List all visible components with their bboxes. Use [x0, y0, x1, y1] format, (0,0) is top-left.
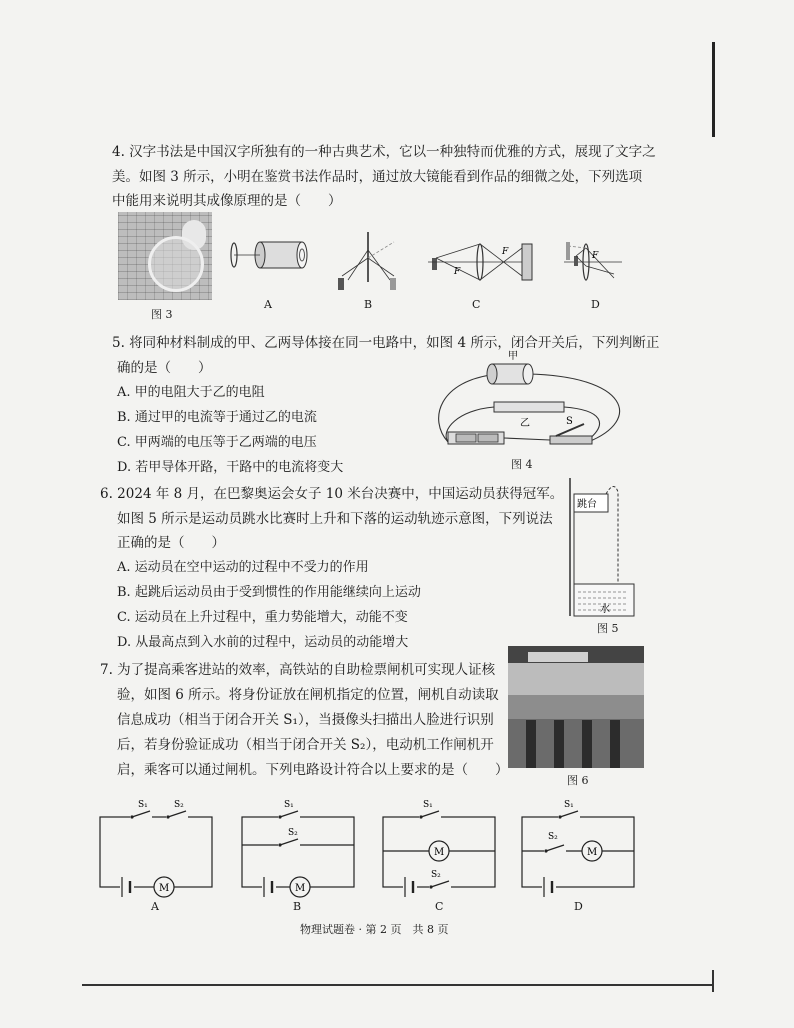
figure-5-label-platform: 跳台: [577, 499, 597, 510]
q7-c-s2-label: S₂: [431, 870, 441, 880]
q7-c-motor-label: M: [434, 847, 445, 858]
calligraphy-magnifier-photo: [118, 212, 212, 300]
q4-d-focus-label: F: [592, 251, 599, 261]
figure-4-label-switch: S: [566, 416, 573, 427]
q7-b-motor-label: M: [295, 883, 306, 894]
q6-option-c[interactable]: C. 运动员在上升过程中，重力势能增大，动能不变: [117, 610, 408, 625]
q6-option-a[interactable]: A. 运动员在空中运动的过程中不受力的作用: [117, 560, 369, 575]
q4-option-d-diagram: [564, 234, 624, 290]
figure-4-caption: 图 4: [511, 458, 533, 471]
q7-b-s1-label: S₁: [284, 800, 294, 810]
q4-line-3: 中能用来说明其成像原理的是（ ）: [112, 193, 342, 209]
gate-shape: [554, 720, 564, 768]
figure-5-diving-diagram: [568, 478, 638, 618]
q6-line-2: 如图 5 所示是运动员跳水比赛时上升和下落的运动轨迹示意图，下列说法: [117, 511, 553, 527]
q7-option-c-label[interactable]: C: [435, 900, 444, 913]
magnifier-lens-shape: [148, 236, 204, 292]
q5-line-1: 5. 将同种材料制成的甲、乙两导体接在同一电路中，如图 4 所示，闭合开关后，下列判断正: [112, 335, 660, 351]
q5-line-2: 确的是（ ）: [117, 360, 212, 376]
q7-b-s2-label: S₂: [288, 828, 298, 838]
q7-d-s1-label: S₁: [564, 800, 574, 810]
q7-line-4: 后，若身份验证成功（相当于闭合开关 S₂），电动机工作闸机开: [117, 737, 494, 753]
q4-option-d-label: D: [591, 298, 600, 311]
gate-shape: [582, 720, 592, 768]
figure-4-label-jia: 甲: [508, 351, 518, 362]
figure-5-label-water: 水: [600, 604, 610, 615]
q7-circuit-b: [242, 795, 357, 895]
q7-circuit-c: [383, 795, 498, 895]
q6-line-3: 正确的是（ ）: [117, 535, 225, 551]
q4-option-a-diagram: [222, 230, 312, 280]
q7-c-s1-label: S₁: [423, 800, 433, 810]
page-bottom-rule: [82, 984, 714, 986]
q7-a-motor-label: M: [159, 883, 170, 894]
gate-shape: [526, 720, 536, 768]
figure-3-caption: 图 3: [151, 308, 173, 321]
page-corner-rule: [712, 970, 714, 992]
q5-option-d[interactable]: D. 若甲导体开路，干路中的电流将变大: [117, 460, 344, 475]
q7-line-3: 信息成功（相当于闭合开关 S₁），当摄像头扫描出人脸进行识别: [117, 712, 494, 728]
page-footer: 物理试题卷 · 第 2 页 共 8 页: [300, 923, 449, 936]
q7-option-b-label[interactable]: B: [293, 900, 302, 913]
q4-option-a-label: A: [264, 298, 272, 311]
q4-option-b-diagram: [334, 232, 404, 292]
q4-option-c-label: C: [472, 298, 481, 311]
figure-4-circuit: [428, 350, 638, 450]
q4-option-c-diagram: [428, 234, 536, 290]
q7-circuit-a: [100, 795, 215, 895]
ticket-gate-photo: [508, 646, 644, 768]
q4-c-focus-label-1: F: [454, 267, 461, 277]
q4-c-focus-label-2: F: [502, 247, 509, 257]
q7-a-s1-label: S₁: [138, 800, 148, 810]
q7-line-1: 7. 为了提高乘客进站的效率，高铁站的自助检票闸机可实现人证核: [100, 662, 496, 678]
q4-option-b-label: B: [364, 298, 373, 311]
station-signboard-shape: [528, 652, 588, 662]
q7-d-motor-label: M: [587, 847, 598, 858]
q7-circuit-d: [522, 795, 637, 895]
gate-shape: [610, 720, 620, 768]
scan-edge-mark: [712, 42, 715, 137]
q7-line-5: 启，乘客可以通过闸机。下列电路设计符合以上要求的是（ ）: [117, 762, 509, 778]
q7-line-2: 验，如图 6 所示。将身份证放在闸机指定的位置，闸机自动读取: [117, 687, 499, 703]
q7-d-s2-label: S₂: [548, 832, 558, 842]
q7-option-a-label[interactable]: A: [151, 900, 159, 913]
q6-option-b[interactable]: B. 起跳后运动员由于受到惯性的作用能继续向上运动: [117, 585, 421, 600]
q7-option-d-label[interactable]: D: [574, 900, 583, 913]
q6-line-1: 6. 2024 年 8 月，在巴黎奥运会女子 10 米台决赛中，中国运动员获得冠军。: [100, 486, 564, 502]
q5-option-a[interactable]: A. 甲的电阻大于乙的电阻: [117, 385, 265, 400]
figure-4-label-yi: 乙: [520, 418, 530, 429]
q7-a-s2-label: S₂: [174, 800, 184, 810]
q4-line-2: 美。如图 3 所示，小明在鉴赏书法作品时，通过放大镜能看到作品的细微之处，下列选项: [112, 169, 643, 185]
q4-line-1: 4. 汉字书法是中国汉字所独有的一种古典艺术，它以一种独特而优雅的方式，展现了文字之: [112, 144, 656, 160]
figure-6-caption: 图 6: [567, 774, 589, 787]
q5-option-c[interactable]: C. 甲两端的电压等于乙两端的电压: [117, 435, 317, 450]
q5-option-b[interactable]: B. 通过甲的电流等于通过乙的电流: [117, 410, 317, 425]
figure-5-caption: 图 5: [597, 622, 619, 635]
q6-option-d[interactable]: D. 从最高点到入水前的过程中，运动员的动能增大: [117, 635, 409, 650]
